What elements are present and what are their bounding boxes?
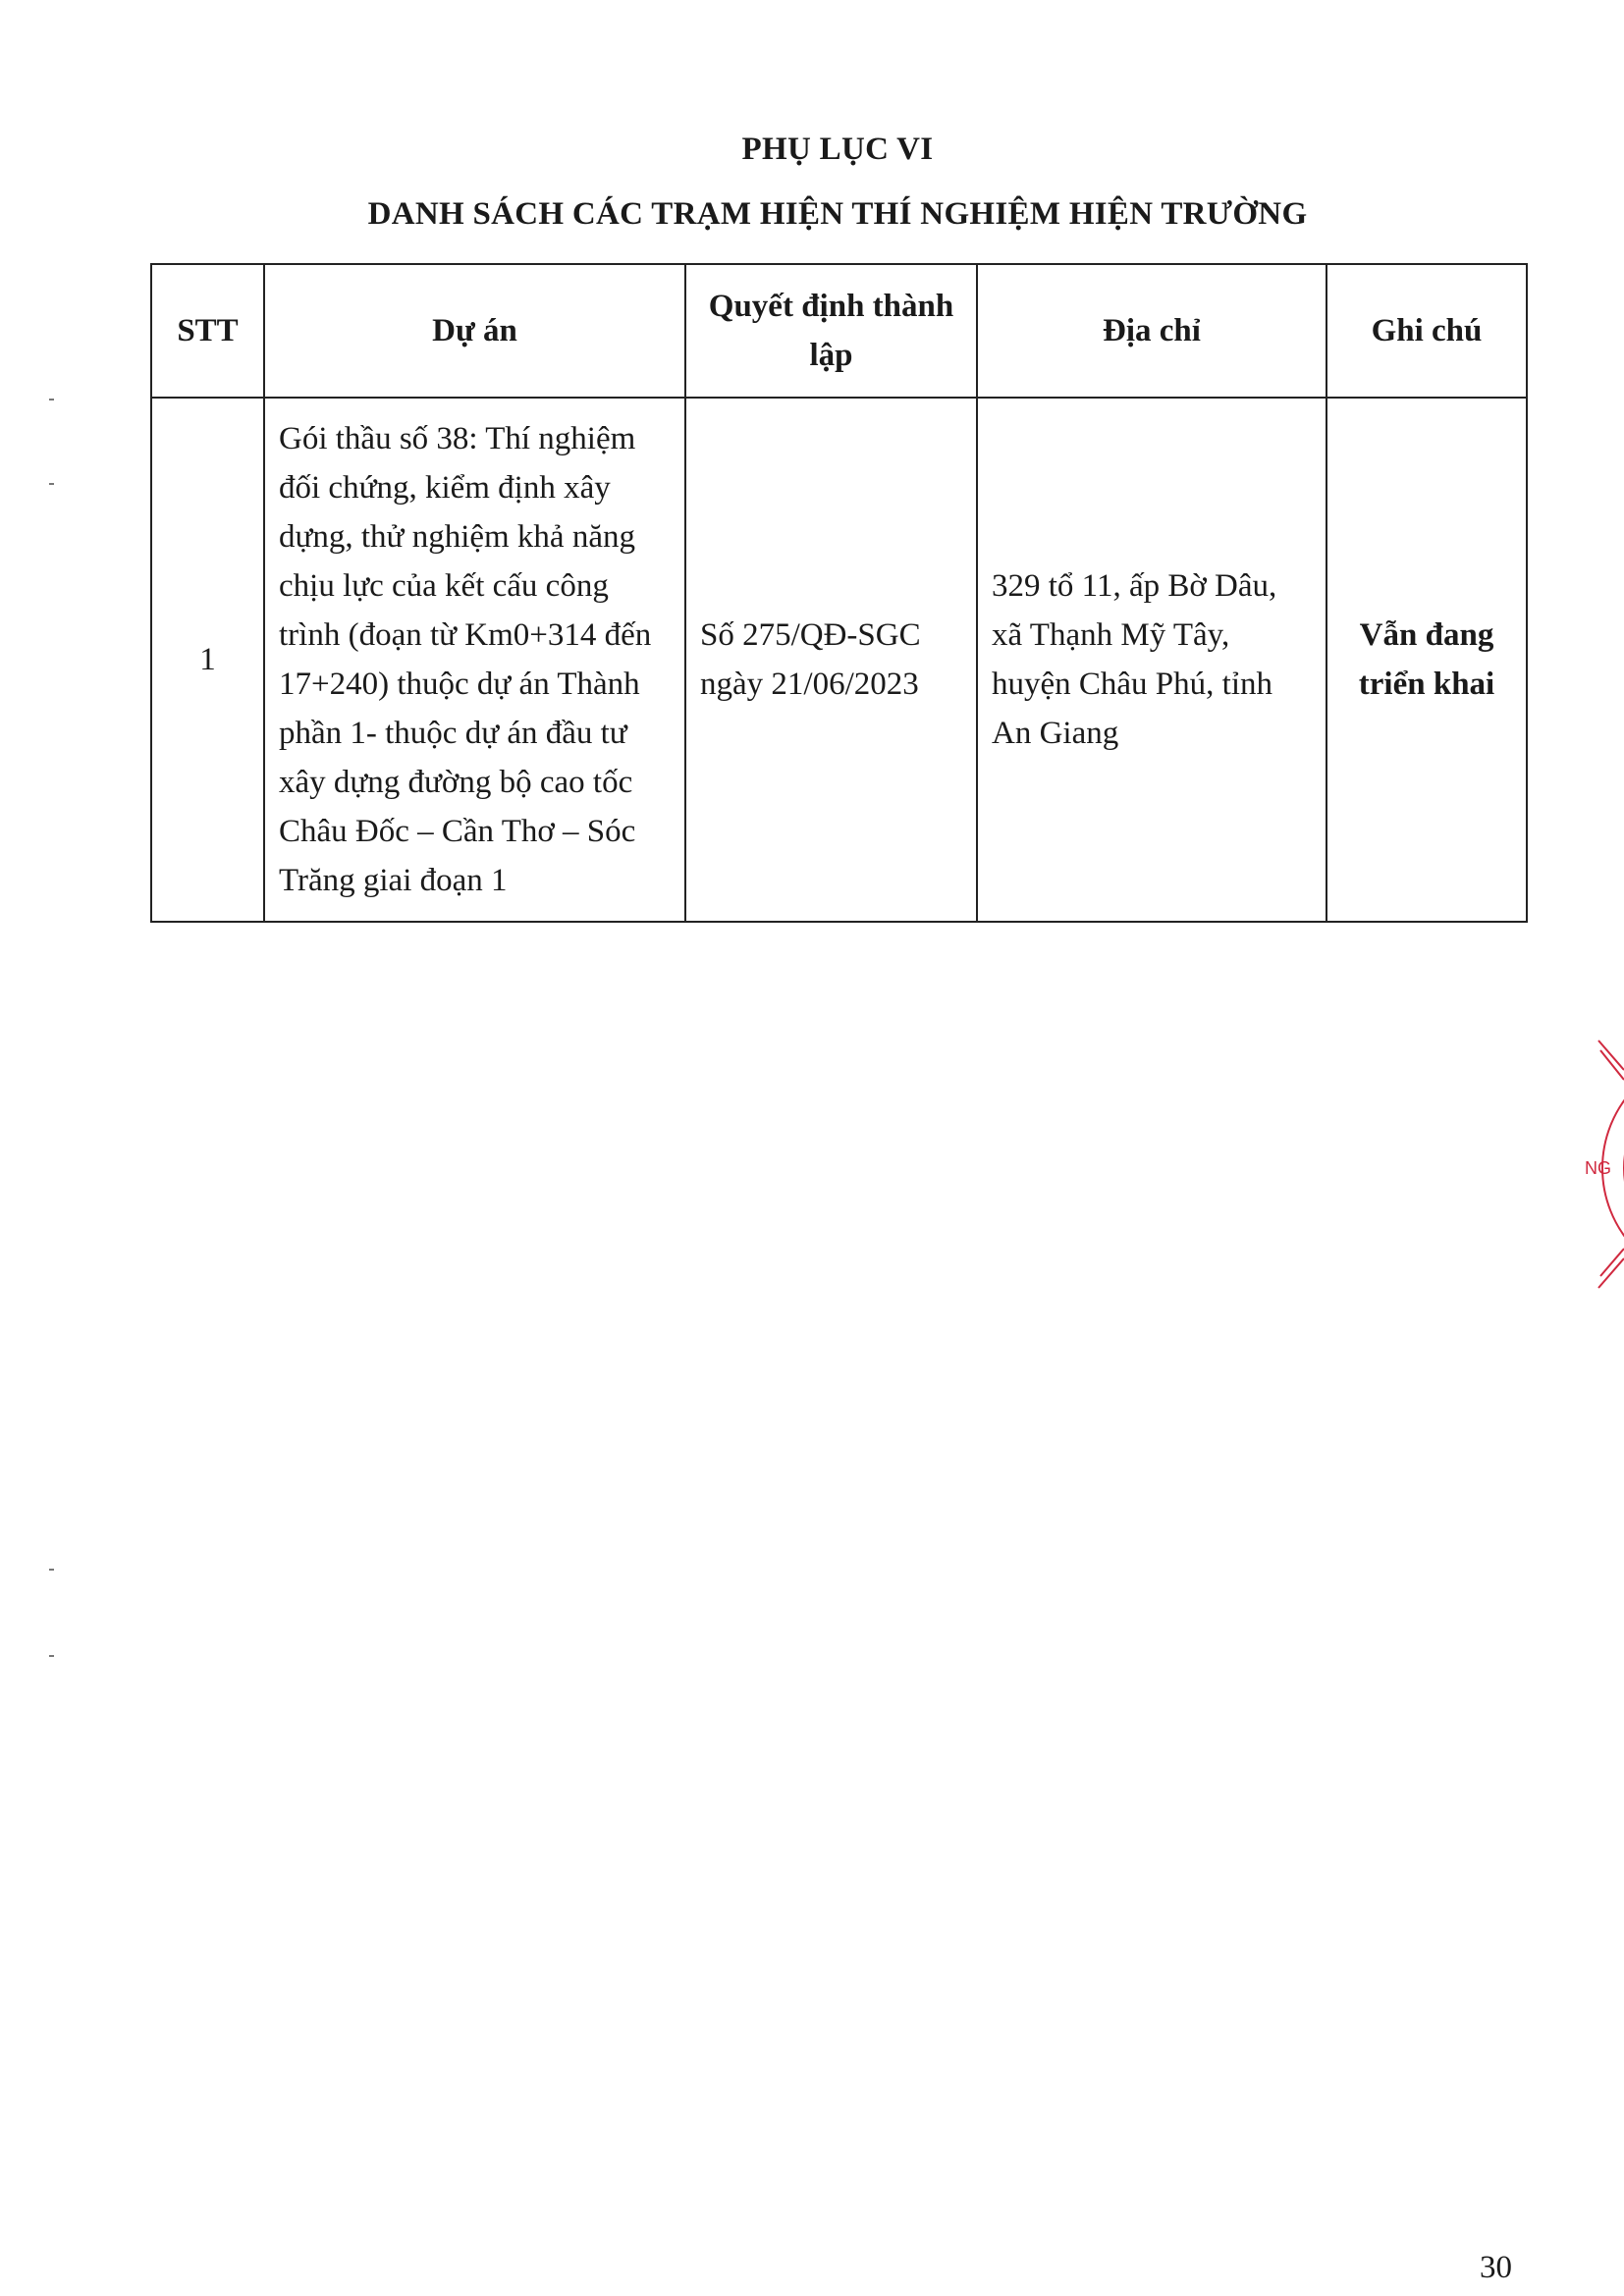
header-decision: Quyết định thành lập [685,264,977,398]
header-address: Địa chỉ [977,264,1326,398]
scan-mark [49,1569,54,1571]
appendix-title: PHỤ LỤC VI [741,132,934,167]
header-project: Dự án [264,264,685,398]
scan-mark [49,483,54,485]
page-number: 30 [1480,2250,1512,2285]
seal-icon [1571,1031,1624,1306]
table-header-row [151,264,1527,398]
scan-mark [49,399,54,400]
cell-project: Gói thầu số 38: Thí nghiệm đối chứng, kiểm định xây dựng, thử nghiệm khả năng chịu lực của kết cấu công trình (đoạn từ Km0+314 đến 17+240) thuộc dự án Thành phần 1- thuộc dự án đầu tư xây dựng đường bộ cao tốc Châu Đốc – Cần Thơ – Sóc Trăng giai đoạn 1 [264,398,685,922]
scan-mark [49,1655,54,1657]
stations-table [150,263,1528,923]
header-stt: STT [151,264,264,398]
official-seal-fragment [1571,1031,1624,1306]
cell-decision: Số 275/QĐ-SGC ngày 21/06/2023 [685,398,977,922]
cell-address: 329 tổ 11, ấp Bờ Dâu, xã Thạnh Mỹ Tây, huyện Châu Phú, tỉnh An Giang [977,398,1326,922]
list-title: DANH SÁCH CÁC TRẠM HIỆN THÍ NGHIỆM HIỆN TRƯỜNG [367,196,1308,232]
cell-note: Vẫn đang triển khai [1326,398,1527,922]
seal-text: NG [1585,1158,1611,1178]
cell-stt: 1 [151,398,264,922]
table-row [151,398,1527,922]
header-note: Ghi chú [1326,264,1527,398]
